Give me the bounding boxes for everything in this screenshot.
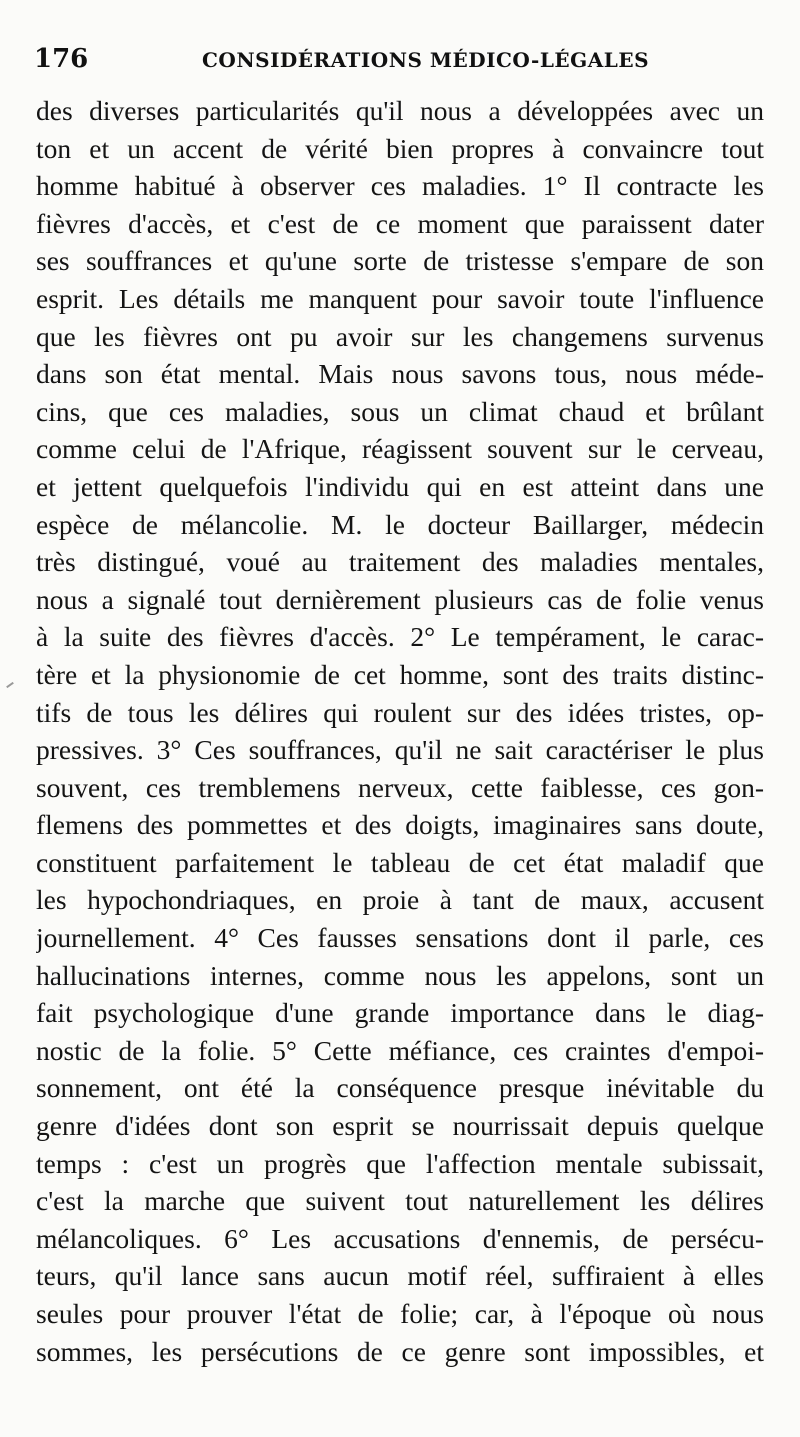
text-line: fait psychologique d'une grande importance dans le diag- [36,997,764,1029]
text-line: constituent parfaitement le tableau de cet état maladif que [36,846,764,878]
body-text [36,92,764,1370]
text-line: hallucinations internes, comme nous les appelons, sont un [36,959,764,991]
text-line: teurs, qu'il lance sans aucun motif réel, suffiraient à elles [36,1260,764,1292]
text-line: seules pour prouver l'état de folie; car, à l'époque où nous [36,1298,764,1329]
text-line: sommes, les persécutions de ce genre sont impossibles, et [36,1335,764,1367]
text-line: espèce de mélancolie. M. le docteur Baillarger, médecin [36,508,764,540]
text-line: temps : c'est un progrès que l'affection mentale subissait, [36,1147,764,1179]
text-line: tifs de tous les délires qui roulent sur des idées tristes, op- [36,696,764,728]
text-line: esprit. Les détails me manquent pour savoir toute l'influence [36,282,764,314]
text-line: cins, que ces maladies, sous un climat chaud et brûlant [36,395,764,427]
text-line: c'est la marche que suivent tout naturellement les délires [36,1185,764,1217]
text-line: sonnement, ont été la conséquence presque inévitable du [36,1072,764,1104]
text-line: mélancoliques. 6° Les accusations d'ennemis, de persécu- [36,1222,764,1254]
text-line: dans son état mental. Mais nous savons tous, nous méde- [36,358,764,390]
margin-mark [6,682,14,688]
text-line: et jettent quelquefois l'individu qui en est atteint dans une [36,470,764,502]
text-line: que les fièvres ont pu avoir sur les changemens survenus [36,320,764,352]
text-line: pressives. 3° Ces souffrances, qu'il ne sait caractériser le plus [36,734,764,766]
page-header [34,40,774,80]
text-line: souvent, ces tremblemens nerveux, cette faiblesse, ces gon- [36,771,764,803]
text-line: tère et la physionomie de cet homme, sont des traits distinc- [36,658,764,690]
text-line: très distingué, voué au traitement des maladies mentales, [36,546,764,578]
text-line: ton et un accent de vérité bien propres à convaincre tout [36,132,764,164]
text-line: les hypochondriaques, en proie à tant de maux, accusent [36,884,764,916]
text-line: nous a signalé tout dernièrement plusieurs cas de folie venus [36,583,764,615]
text-line: journellement. 4° Ces fausses sensations dont il parle, ces [36,922,764,954]
text-line: flemens des pommettes et des doigts, imaginaires sans doute, [36,809,764,841]
text-line: fièvres d'accès, et c'est de ce moment que paraissent dater [36,207,764,239]
page-number: 176 [34,44,89,74]
text-line: des diverses particularités qu'il nous a développées avec un [36,95,764,126]
text-line: ses souffrances et qu'une sorte de tristesse s'empare de son [36,245,764,277]
text-line: nostic de la folie. 5° Cette méfiance, ces craintes d'empoi- [36,1034,764,1066]
text-line: homme habitué à observer ces maladies. 1° Il contracte les [36,170,764,202]
text-line: à la suite des fièvres d'accès. 2° Le tempérament, le carac- [36,621,764,653]
text-line: comme celui de l'Afrique, réagissent souvent sur le cerveau, [36,433,764,465]
text-line: genre d'idées dont son esprit se nourrissait depuis quelque [36,1110,764,1142]
running-head: CONSIDÉRATIONS MÉDICO-LÉGALES [202,48,650,72]
